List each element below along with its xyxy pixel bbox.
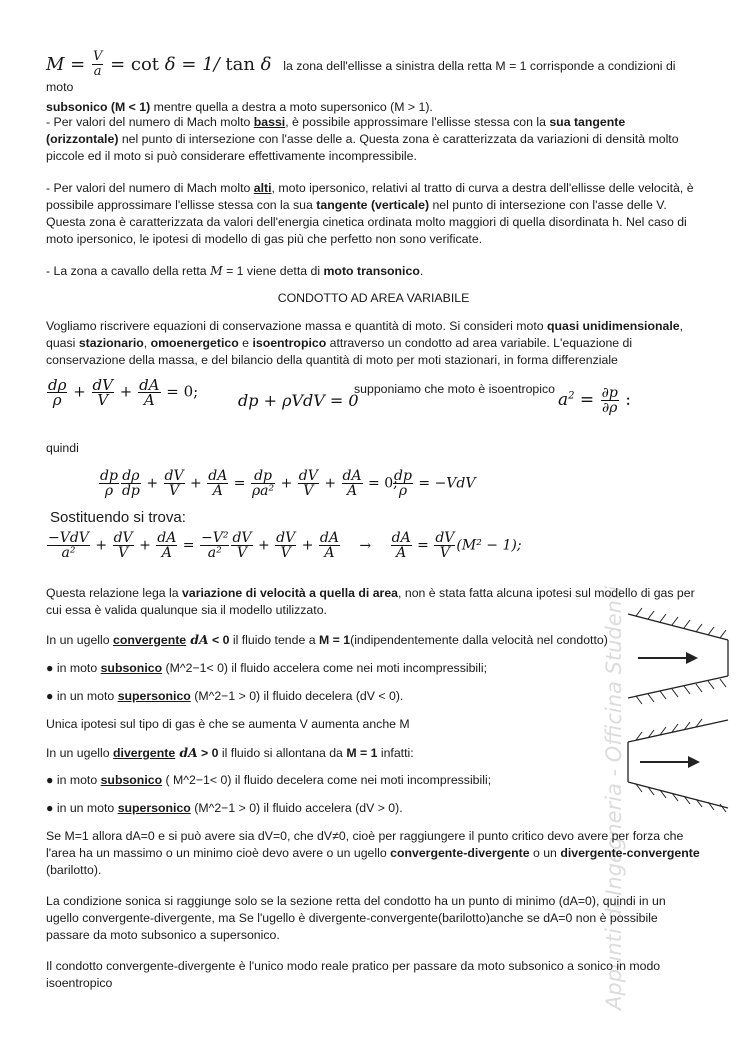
intro-block xyxy=(46,50,701,116)
differential-equation: $\frac{dp}{\rho}$ $\frac{d\rho}{dp}$ + $\frac{dV}{V}$ + $\frac{dA}{A}$ = $\frac{dp}{\text{ρa²}}$ + $\frac{dV}{V}$ + $\frac{dA}{A}$ = 0; xyxy=(100,468,398,499)
para-relation: Questa relazione lega la variazione di velocità a quella di area, non è stata fatta alcuna ipotesi sul modello di gas per cui essa è valida qualunque sia il modello utilizzato. xyxy=(46,586,695,617)
flow-arrow-icon xyxy=(638,652,698,664)
section-heading: CONDOTTO AD AREA VARIABILE xyxy=(277,291,470,305)
nozzle-lower-wall xyxy=(628,782,728,808)
sostituendo-label: Sostituendo si trova: xyxy=(50,509,186,526)
wall-hatching-top xyxy=(636,608,726,638)
para-variable-area: Vogliamo riscrivere equazioni di conservazione massa e quantità di moto. Si consideri moto quasi unidimensionale, quasi stazionario, omoenergetico e isoentropico attraverso un condotto ad area variabile. L'equazione di conservazione della massa, e del bilancio della quantità di moto per moti stazionari, in forma differenziale xyxy=(46,319,683,367)
convergent-nozzle-diagram xyxy=(626,606,730,706)
intro-text-2: mentre quella a destra a moto supersonico (M > 1). xyxy=(153,100,433,114)
para-divergent: In un ugello divergente dA > 0 il fluido si allontana da M = 1 infatti: xyxy=(46,745,414,760)
para-gas-hypothesis: Unica ipotesi sul tipo di gas è che se aumenta V aumenta anche M xyxy=(46,717,410,731)
nozzle-upper-wall xyxy=(628,614,728,640)
subsonic-label: subsonico (M < 1) xyxy=(46,100,151,114)
isentropic-note: supponiamo che moto è isoentropico xyxy=(354,382,555,396)
para-sonic-condition: La condizione sonica si raggiunge solo se la sezione retta del condotto ha un punto di minimo (dA=0), quindi in un ugello convergente-divergente, ma Se l'ugello è divergente-convergente(barilotto)anche se dA=0 non è possibile passare da moto subsonico a supersonico. xyxy=(46,894,666,942)
sound-speed-equation: $a^2$ = $\frac{\partial p}{\partial\rho}$ : xyxy=(558,385,631,416)
para-low-mach: - Per valori del numero di Mach molto bassi, è possibile approssimare l'ellisse stessa con la sua tangente (orizzontale) nel punto di intersezione con l'asse delle a. Questa zona è caratterizzata da variazioni di densità molto piccole ed il moto si può considerare effettivamente incompressibile. xyxy=(46,115,679,163)
bullet-conv-supersonic: ● in un moto supersonico (M^2−1 > 0) il fluido decelera (dV < 0). xyxy=(46,689,404,703)
mass-equation: $\frac{d\rho}{\rho}$ + $\frac{dV}{V}$ + $\frac{dA}{A}$ = 0; xyxy=(48,376,199,409)
nozzle-upper-wall xyxy=(628,720,728,742)
flow-arrow-icon xyxy=(640,756,700,768)
para-high-mach: - Per valori del numero di Mach molto alti, moto ipersonico, relativi al tratto di curva a destra dell'ellisse delle velocità, è possibile approssimare l'ellisse stessa con la sua tangente (verticale) nel punto di intersezione con l'asse delle V. Questa zona è caratterizzata da valori dell'energia cinetica ordinata molto maggiori di quella disordinata h. Nel caso di moto ipersonico, le ipotesi di modello di gas più che perfetto non sono verificate. xyxy=(46,181,694,246)
para-critical-point: Se M=1 allora dA=0 e si può avere sia dV=0, che dV≠0, cioè per raggiungere il punto critico devo avere per forza che l'area ha un massimo o un minimo cioè devo avere o un ugello convergente-divergente o un divergente-convergente (barilotto). xyxy=(46,829,700,877)
momentum-equation: dp + ρVdV = 0 xyxy=(238,391,359,410)
para-convergent: In un ugello convergente dA < 0 il fluido tende a M = 1(indipendentemente dalla velocità nel condotto) xyxy=(46,632,608,647)
wall-hatching-bottom xyxy=(636,784,726,812)
intro-text: la zona dell'ellisse a sinistra della retta M = 1 corrisponde a condizioni di moto xyxy=(46,58,676,94)
para-conclusion: Il condotto convergente-divergente è l'unico modo reale pratico per passare da moto subsonico a sonico in modo isoentropico xyxy=(46,959,661,990)
bullet-conv-subsonic: ● in moto subsonico (M^2−1< 0) il fluido accelera come nei moti incompressibili; xyxy=(46,661,488,675)
pressure-relation: $\frac{dp}{\rho}$ = −VdV xyxy=(394,468,476,499)
bullet-div-supersonic: ● in un moto supersonico (M^2−1 > 0) il fluido accelera (dV > 0). xyxy=(46,801,403,815)
area-velocity-equation: $\frac{\text{−VdV}}{\text{a²}}$ + $\frac{dV}{V}$ + $\frac{dA}{A}$ = $\frac{\text{−V²}}{\text{a²}}$ $\frac{dV}{V}$ + $\frac{dV}{V}$ + $\frac{dA}{A}$ → $\frac{dA}{A}$ = $\frac{dV}{V}$ (M² − 1); xyxy=(48,530,522,561)
wall-hatching-bottom xyxy=(636,679,726,704)
bullet-div-subsonic: ● in moto subsonico ( M^2−1< 0) il fluido decelera come nei moti incompressibili; xyxy=(46,773,492,787)
divergent-nozzle-diagram xyxy=(626,718,730,818)
mach-formula: M = $\frac{V}{a}$ = cot δ = 1/ tan δ xyxy=(46,49,278,79)
watermark-text: Appunti di Ingegneria - Officina Studenti xyxy=(602,585,626,1010)
para-transonic: - La zona a cavallo della retta M = 1 viene detta di moto transonico. xyxy=(46,264,424,278)
quindi-label: quindi xyxy=(46,441,79,455)
wall-hatching-top xyxy=(636,719,702,740)
